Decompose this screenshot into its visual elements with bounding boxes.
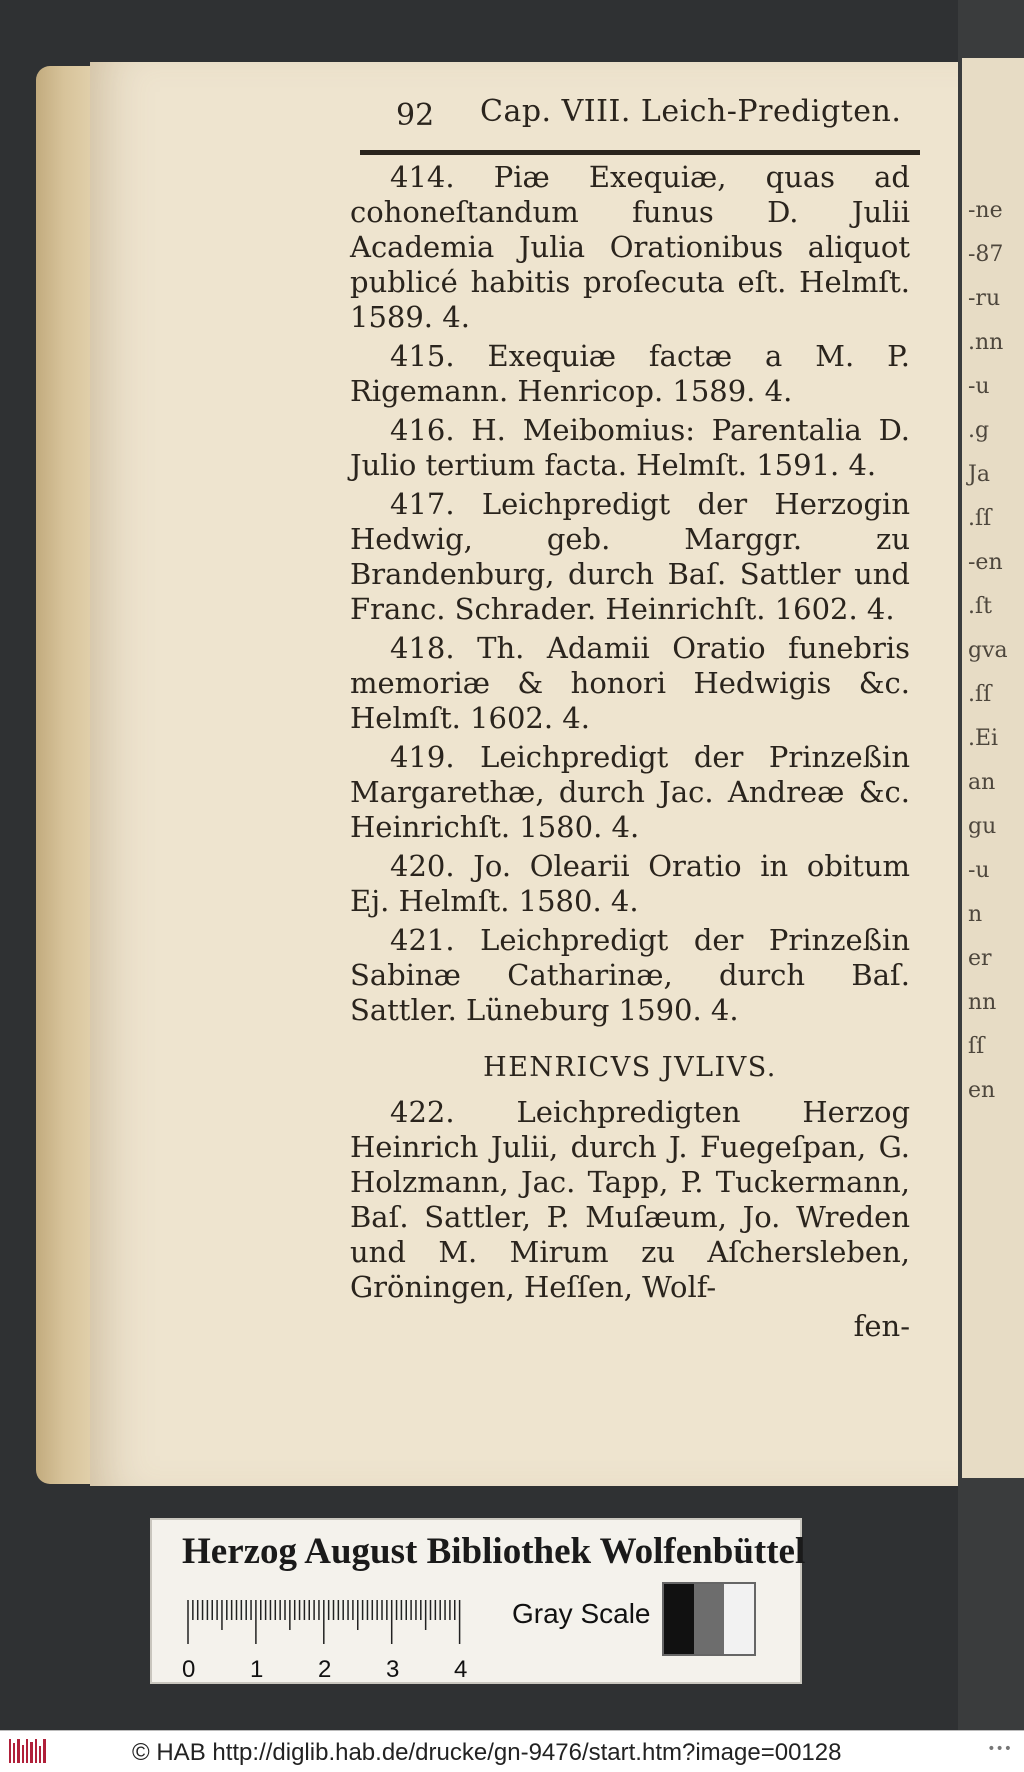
section-heading: HENRICVS JVLIVS. [483, 1052, 777, 1083]
facing-page-fragment: n [968, 902, 983, 927]
catalog-entry: 415. Exequiæ factæ a M. P. Rigemann. Henricop. 1589. 4. [350, 339, 910, 408]
facing-page-fragment: en [968, 1078, 996, 1103]
catalog-entry: 421. Leichpredigt der Prinzeßin Sabinæ Catharinæ, durch Baſ. Sattler. Lüneburg 1590. 4. [350, 923, 910, 1027]
library-name: Herzog August Bibliothek Wolfenbüttel [182, 1531, 806, 1572]
facing-page-fragment: er [968, 946, 992, 971]
facing-page-fragment: gu [968, 814, 997, 839]
facing-page-fragment: -ru [968, 286, 1001, 311]
ruler-number: 0 [182, 1656, 196, 1683]
gray-swatch [694, 1584, 724, 1654]
facing-page-fragment: an [968, 770, 996, 795]
ruler-number: 4 [454, 1656, 468, 1683]
facing-page-fragment: Ja [968, 462, 990, 487]
page-header [290, 90, 938, 148]
catchword: fen- [853, 1309, 910, 1343]
facing-page-fragment: -ne [968, 198, 1003, 223]
catalog-entry: 416. H. Meibomius: Parentalia D. Julio tertium facta. Helmſt. 1591. 4. [350, 413, 911, 482]
ruler-number: 3 [386, 1656, 400, 1683]
facing-page-fragment: ſſ [968, 1034, 985, 1059]
color-calibration-card [150, 1518, 806, 1684]
catalog-entry: 420. Jo. Olearii Oratio in obitum Ej. Helmſt. 1580. 4. [350, 849, 911, 918]
gray-swatch [724, 1584, 754, 1654]
footer-bar [0, 1730, 1024, 1772]
facing-page-fragment: nn [968, 990, 997, 1015]
ruler-number: 1 [250, 1656, 264, 1683]
catalog-entry: 418. Th. Adamii Oratio funebris memoriæ & honori Hedwigis &c. Helmſt. 1602. 4. [350, 631, 910, 735]
facing-page-fragment: .Ei [968, 726, 999, 751]
entry-list [350, 160, 910, 1343]
more-menu-icon[interactable]: ••• [987, 1741, 1012, 1757]
hab-barcode-logo-icon[interactable] [8, 1737, 48, 1765]
facing-page-fragment: -u [968, 374, 990, 399]
gray-swatches [662, 1582, 756, 1656]
header-rule [360, 150, 920, 155]
copyright-link[interactable]: © HAB http://diglib.hab.de/drucke/gn-9476/start.htm?image=00128 [132, 1739, 842, 1766]
catalog-entry: 414. Piæ Exequiæ, quas ad cohoneſtandum funus D. Julii Academia Julia Orationibus aliquot publicé habitis proſecuta eſt. Helmſt. 1589. 4. [350, 160, 910, 334]
facing-page-fragment: -en [968, 550, 1003, 575]
running-head: Cap. VIII. Leich-Predigten. [480, 94, 902, 129]
entry-422: 422. Leichpredigten Herzog Heinrich Julii, durch J. Fuegeſpan, G. Holzmann, Jac. Tapp, P. Tuckermann, Baſ. Sattler, P. Muſæum, Jo. Wreden und M. Mirum zu Aſchersleben, Gröningen, Heſſen, Wolf- [350, 1095, 911, 1304]
facing-page-fragment: .ſſ [968, 506, 992, 531]
facing-page-fragment: -u [968, 858, 990, 883]
facing-page-fragment: -87 [968, 242, 1004, 267]
measurement-ruler [182, 1598, 496, 1683]
page-content [290, 90, 938, 1343]
facing-page-fragment: .ſſ [968, 682, 992, 707]
facing-page-fragment: .ſt [968, 594, 992, 619]
gray-scale-label: Gray Scale [512, 1598, 651, 1629]
facing-page-fragment: .nn [968, 330, 1004, 355]
facing-page-fragment: .g [968, 418, 990, 443]
facing-page-fragment: gva [968, 638, 1008, 663]
page-number: 92 [396, 98, 435, 133]
catalog-entry: 419. Leichpredigt der Prinzeßin Margarethæ, durch Jac. Andreæ &c. Heinrichſt. 1580. 4. [350, 740, 910, 844]
gray-swatch [664, 1584, 694, 1654]
ruler-number: 2 [318, 1656, 332, 1683]
facing-page [962, 58, 1024, 1478]
catalog-entry: 417. Leichpredigt der Herzogin Hedwig, geb. Marggr. zu Brandenburg, durch Baſ. Sattler und Franc. Schrader. Heinrichſt. 1602. 4. [350, 487, 911, 626]
ruler-ticks-icon [186, 1598, 466, 1650]
